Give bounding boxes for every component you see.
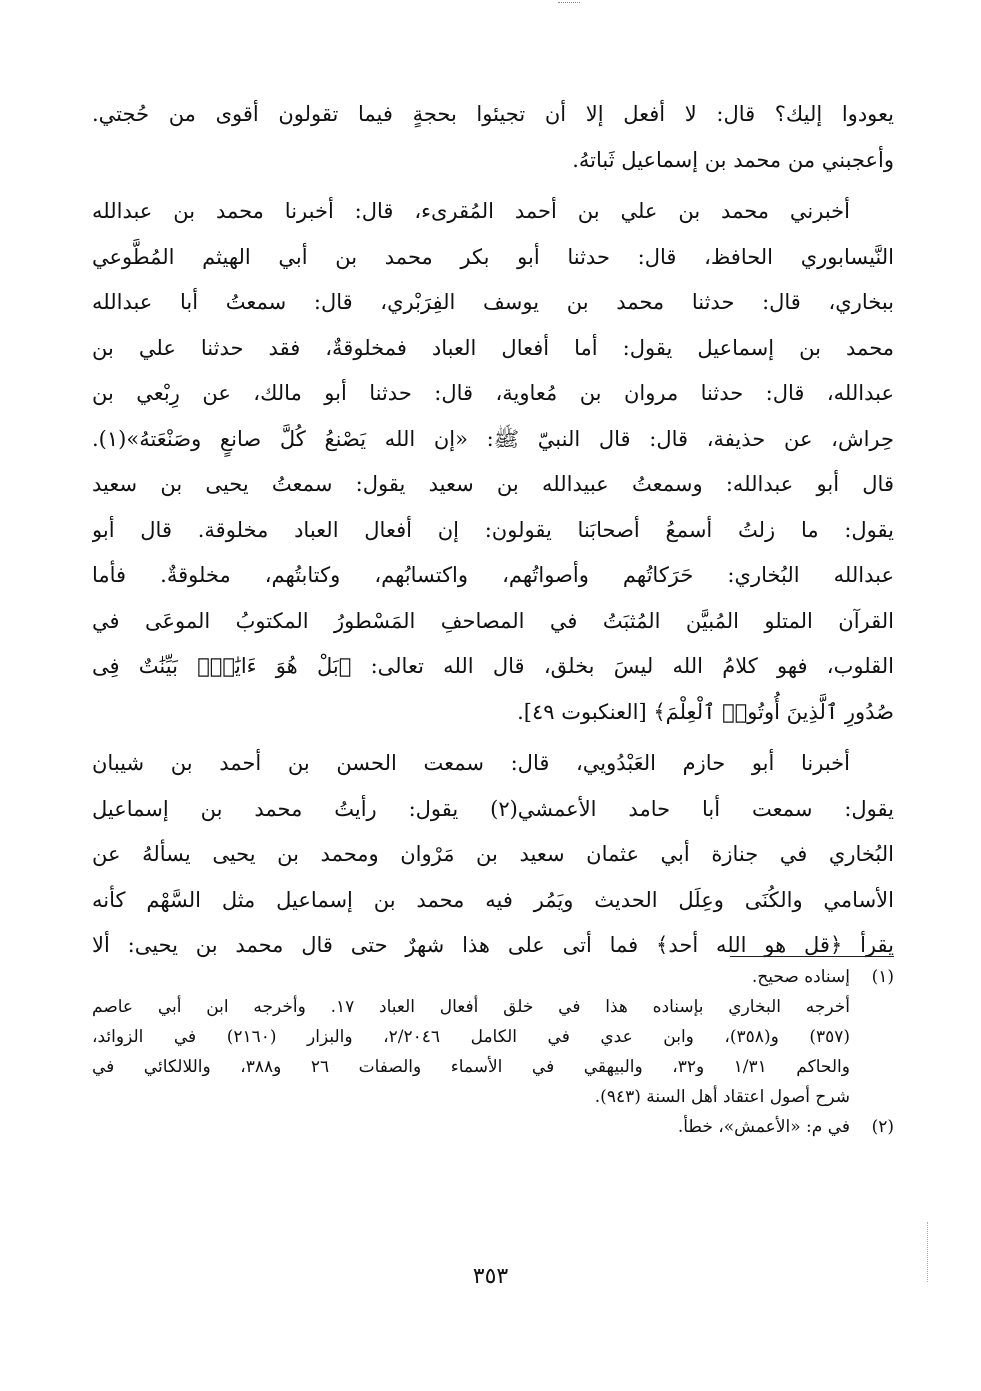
text-line: وأعجبني من محمد بن إسماعيل ثَباتهُ.	[572, 147, 894, 172]
text-line: عبدالله البُخاري: حَرَكاتُهم وأصواتُهم، واكتسابُهم، وكتابتُهم، مخلوقةٌ. فأما	[92, 563, 894, 587]
footnote-text: في م: «الأعمش»، خطأ.	[677, 1117, 850, 1137]
footnote-1	[92, 962, 894, 992]
scan-mark	[558, 2, 580, 3]
text-line: ببخاري، قال: حدثنا محمد بن يوسف الفِرَبْري، قال: سمعتُ أبا عبدالله	[92, 290, 894, 314]
footnote-line: (٣٥٧) و(٣٥٨)، وابن عدي في الكامل ٢/٢٠٤٦، والبزار (٢١٦٠) في الزوائد،	[92, 1027, 851, 1047]
text-line: عبدالله، قال: حدثنا مروان بن مُعاوية، قال: حدثنا أبو مالك، عن رِبْعي بن	[92, 381, 894, 405]
footnote-separator	[730, 956, 894, 957]
footnote-marker: (٢)	[871, 1117, 894, 1137]
footnotes	[92, 962, 894, 1142]
text-line: الأسامي والكُنَى وعِلَل الحديث ويَمُر فيه محمد بن إسماعيل مثل السَّهْم كأنه	[92, 887, 894, 912]
footnote-line: والحاكم ١/٣١ و٣٢، والبيهقي في الأسماء والصفات ٢٦ و٣٨٨، واللالكائي في	[92, 1057, 850, 1077]
text-line: أخبرني محمد بن علي بن أحمد المُقرىء، قال: أخبرنا محمد بن عبدالله	[92, 199, 850, 223]
text-line: قال أبو عبدالله: وسمعتُ عبيدالله بن سعيد يقول: سمعتُ يحيى بن سعيد	[92, 472, 894, 496]
main-text	[92, 92, 894, 969]
text-line: يقول: سمعت أبا حامد الأعمشي(٢) يقول: رأيتُ محمد بن إسماعيل	[92, 796, 894, 821]
footnote-marker: (١)	[871, 967, 894, 987]
text-line: يقرأ ﴿قل هو الله أحد﴾ فما أتى على هذا شهرٌ حتى قال محمد بن يحيى: ألا	[92, 933, 894, 957]
text-line: أخبرنا أبو حازم العَبْدُويي، قال: سمعت الحسن بن أحمد بن شيبان	[92, 751, 850, 775]
text-line: البُخاري في جنازة أبي عثمان سعيد بن مَرْوان ومحمد بن يحيى يسألهُ عن	[92, 842, 894, 866]
text-line: يقول: ما زلتُ أسمعُ أصحابَنا يقولون: إن أفعال العباد مخلوقة. قال أبو	[92, 517, 894, 542]
page-number: ٣٥٣	[472, 1264, 509, 1289]
text-line: صُدُورِ ٱلَّذِينَ أُوتُوا۟ ٱلْعِلْمَ﴾ [العنكبوت ٤٩].	[517, 699, 894, 724]
text-line: القلوب، فهو كلامُ الله ليسَ بخلق، قال الله تعالى: ﴿بَلْ هُوَ ءَايَٰتٌۢ بَيِّنَٰتٌ فِى	[92, 654, 894, 678]
footnote-text: إسناده صحيح.	[751, 967, 850, 987]
text-line: النَّيسابوري الحافظ، قال: حدثنا أبو بكر محمد بن أبي الهيثم المُطَّوعي	[92, 244, 894, 269]
text-line: حِراش، عن حذيفة، قال: قال النبيّ ﷺ: «إن الله يَصْنعُ كُلَّ صانعٍ وصَنْعَتهُ»(١).	[92, 426, 894, 451]
text-line: يعودوا إليك؟ قال: لا أفعل إلا أن تجيئوا بحجةٍ فيما تقولون أقوى من حُجتي.	[92, 102, 894, 126]
text-line: محمد بن إسماعيل يقول: أما أفعال العباد فمخلوقةٌ، فقد حدثنا علي بن	[92, 335, 894, 360]
text-line: القرآن المتلو المُبيَّن المُثبَتُ في المصاحفِ المَسْطورُ المكتوبُ الموعَى في	[92, 608, 894, 633]
footnote-line: أخرجه البخاري بإسناده هذا في خلق أفعال العباد ١٧. وأخرجه ابن أبي عاصم	[92, 997, 850, 1017]
footnote-2	[92, 1112, 894, 1142]
footnote-line: شرح أصول اعتقاد أهل السنة (٩٤٣).	[594, 1087, 850, 1107]
